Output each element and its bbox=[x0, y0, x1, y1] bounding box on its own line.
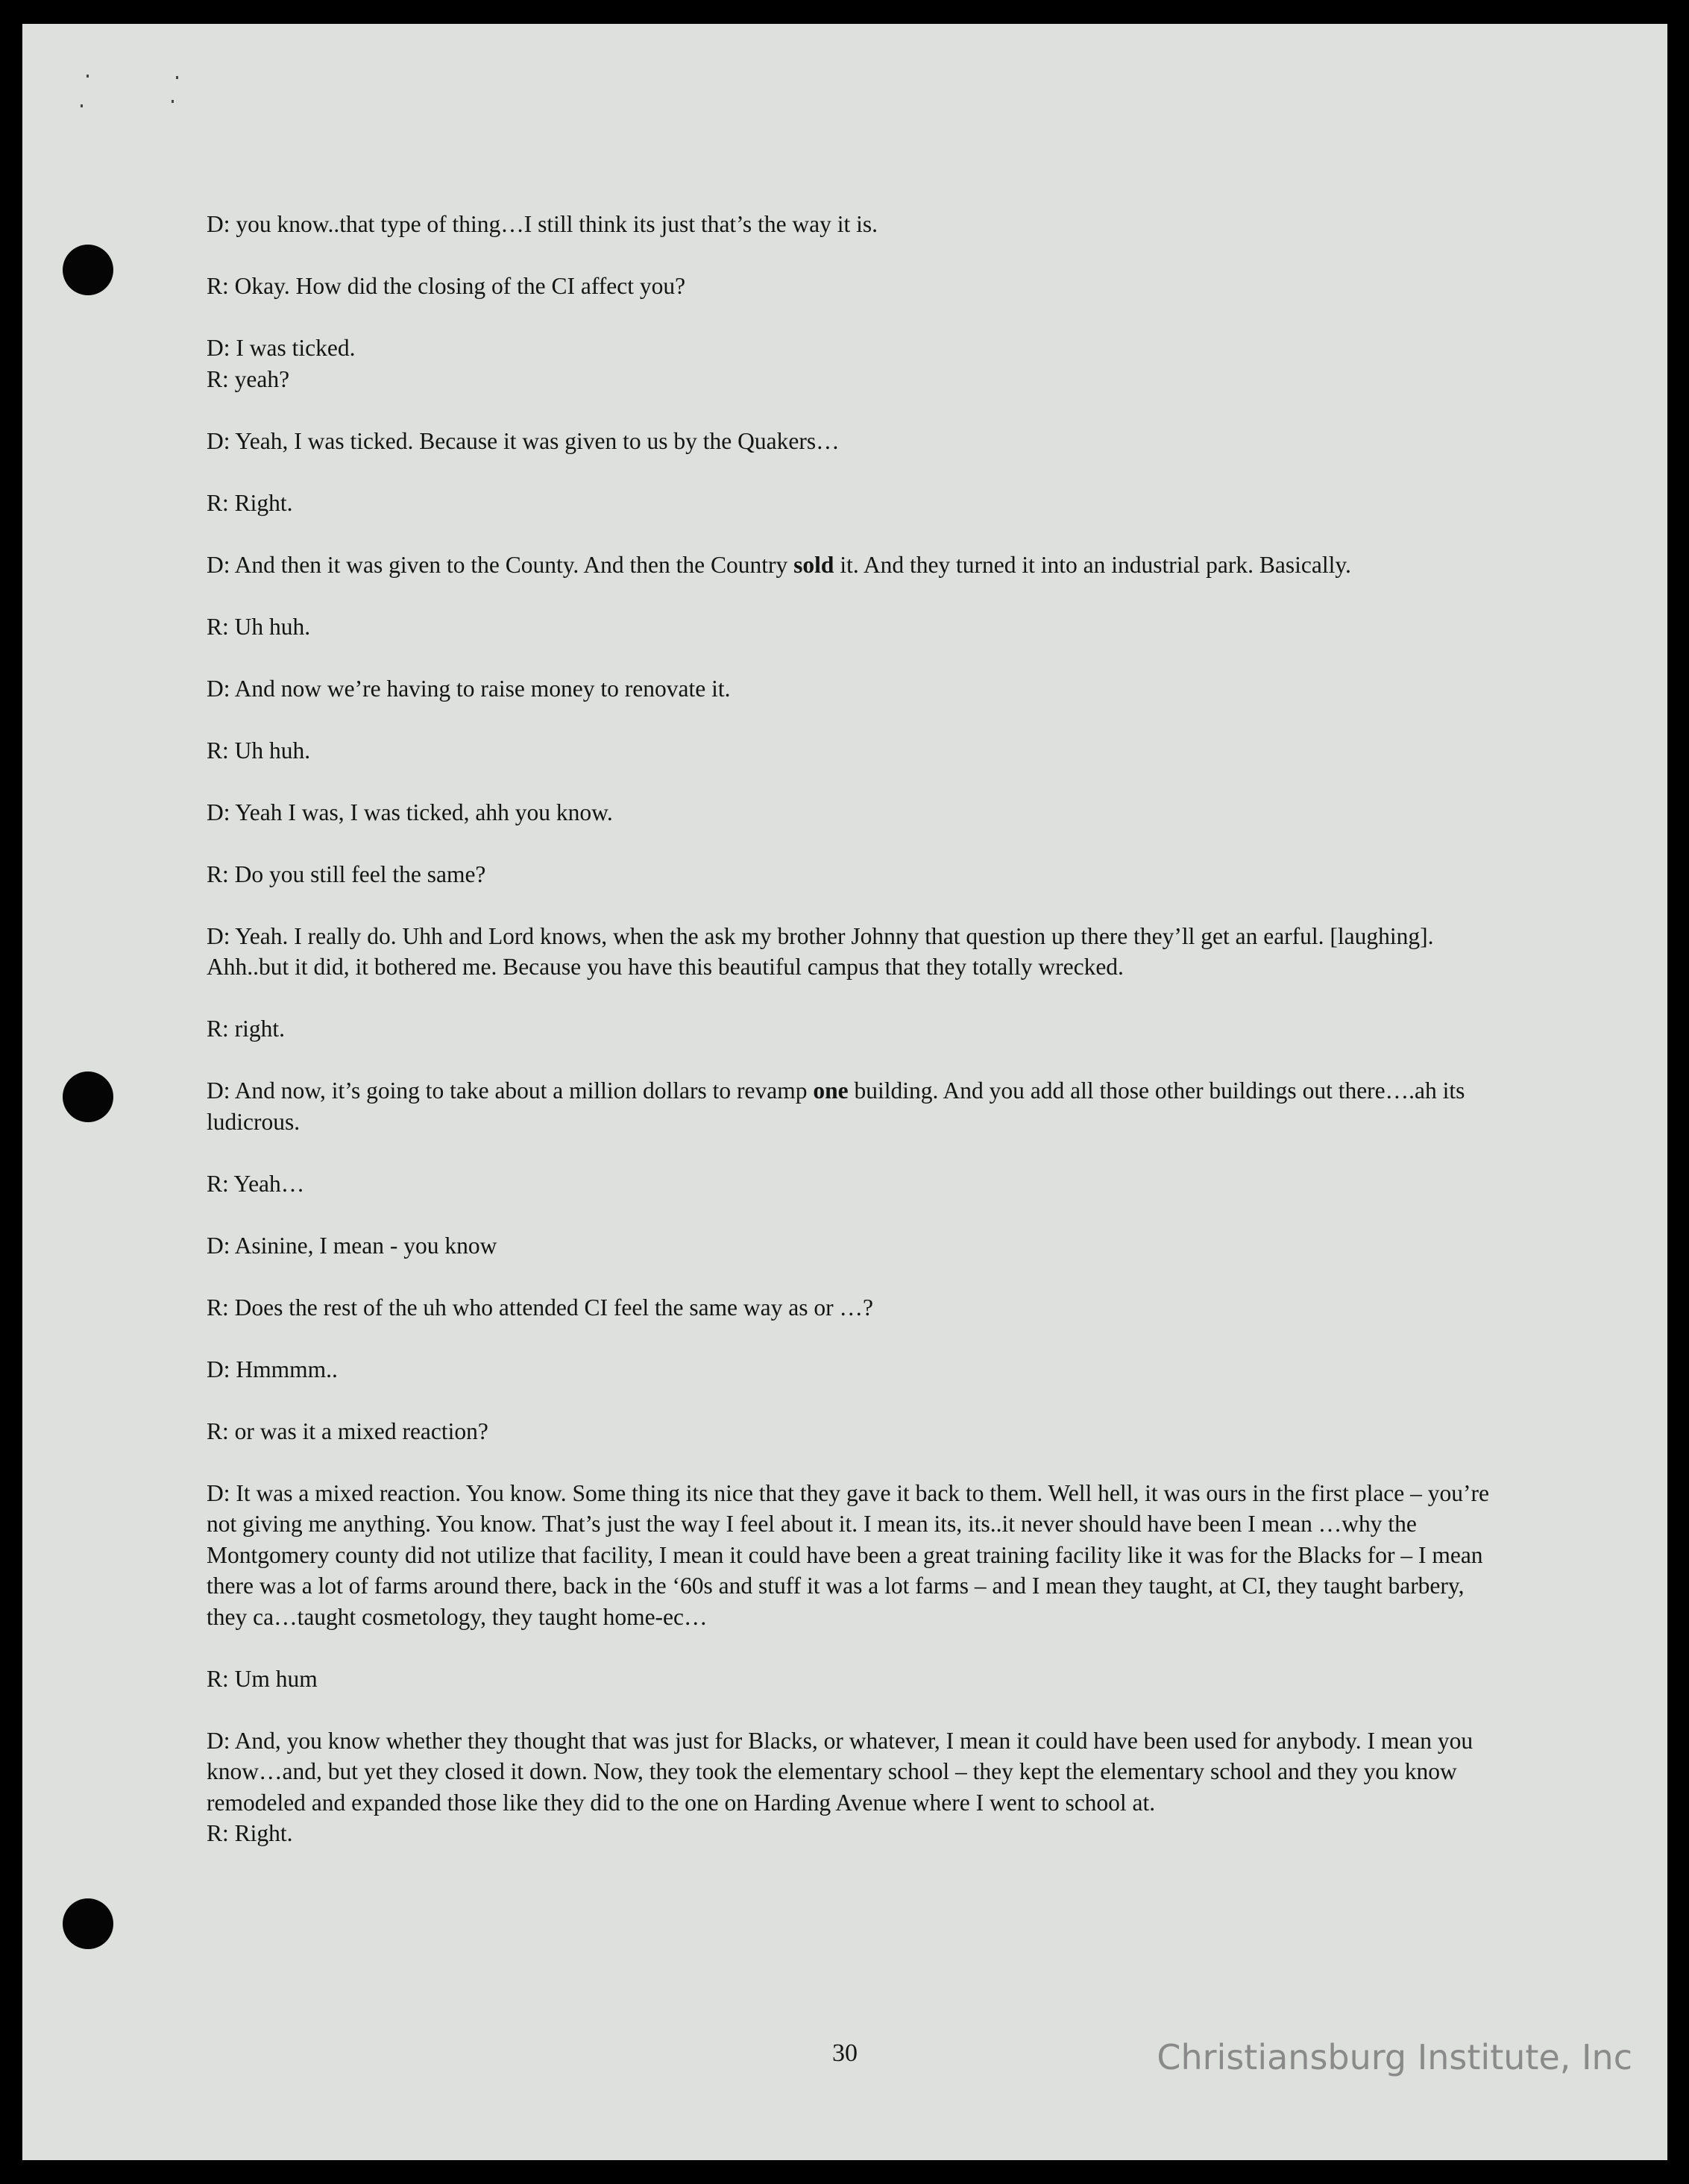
paragraph-spacer bbox=[207, 1045, 1497, 1076]
paragraph-spacer bbox=[207, 394, 1497, 426]
transcript-paragraph bbox=[207, 735, 1497, 767]
paragraph-spacer bbox=[207, 704, 1497, 735]
transcript-paragraph bbox=[207, 921, 1497, 983]
paragraph-spacer bbox=[207, 983, 1497, 1014]
transcript-text: building. And you add all those other buildings out there….ah its ludicrous. bbox=[207, 1077, 1465, 1135]
paragraph-spacer bbox=[207, 890, 1497, 921]
paper-speck bbox=[81, 104, 83, 107]
transcript-text: R: Uh huh. bbox=[207, 737, 311, 764]
paragraph-spacer bbox=[207, 240, 1497, 271]
punch-hole-top bbox=[63, 245, 113, 295]
transcript-paragraph bbox=[207, 209, 1497, 240]
paragraph-spacer bbox=[207, 1385, 1497, 1416]
transcript-text: R: Right. bbox=[207, 1820, 293, 1846]
transcript-text: D: And now we’re having to raise money to renovate it. bbox=[207, 675, 731, 702]
transcript-paragraph bbox=[207, 1478, 1497, 1633]
transcript-paragraph bbox=[207, 611, 1497, 643]
paragraph-spacer bbox=[207, 302, 1497, 333]
paragraph-spacer bbox=[207, 518, 1497, 550]
paragraph-spacer bbox=[207, 1323, 1497, 1354]
paragraph-spacer bbox=[207, 766, 1497, 797]
transcript-paragraph bbox=[207, 426, 1497, 457]
transcript-text: D: Asinine, I mean - you know bbox=[207, 1232, 497, 1259]
transcript-text: D: Hmmmm.. bbox=[207, 1356, 338, 1382]
transcript-paragraph bbox=[207, 364, 1497, 395]
paragraph-spacer bbox=[207, 828, 1497, 859]
transcript-paragraph bbox=[207, 1168, 1497, 1200]
transcript-text: D: It was a mixed reaction. You know. Some thing its nice that they gave it back to them. Well hell, it was ours in the first place – you’re not giving me anything. You know. That’s just the way I feel about it. I mean its, its..it never should have been I mean …why the Montgomery county did not utilize that facility, I mean it could have been a great training facility like it was for the Blacks for – I mean there was a lot of farms around there, back in the ‘60s and stuff it was a lot farms – and I mean they taught, at CI, they taught barbery, they ca…taught cosmetology, they taught home-ec… bbox=[207, 1479, 1489, 1630]
transcript-paragraph bbox=[207, 1013, 1497, 1045]
paragraph-spacer bbox=[207, 1632, 1497, 1664]
transcript-text: R: or was it a mixed reaction? bbox=[207, 1417, 488, 1444]
document-page bbox=[22, 24, 1667, 2160]
transcript-paragraph bbox=[207, 1075, 1497, 1137]
emphasized-text: one bbox=[813, 1077, 849, 1104]
transcript-text: D: And then it was given to the County. And then the Country bbox=[207, 551, 794, 578]
transcript-paragraph bbox=[207, 271, 1497, 302]
transcript-text: it. And they turned it into an industrial park. Basically. bbox=[834, 551, 1351, 578]
transcript-text: D: I was ticked. bbox=[207, 335, 356, 361]
transcript-text: R: Okay. How did the closing of the CI affect you? bbox=[207, 273, 686, 299]
paragraph-spacer bbox=[207, 1199, 1497, 1230]
transcript-text: D: And, you know whether they thought that was just for Blacks, or whatever, I mean it could have been used for anybody. I mean you know…and, but yet they closed it down. Now, they took the elementary school – they kept the elementary school and they you know remodeled and expanded those like they did to the one on Harding Avenue where I went to school at. bbox=[207, 1727, 1473, 1816]
transcript-paragraph bbox=[207, 488, 1497, 519]
transcript-paragraph bbox=[207, 550, 1497, 581]
transcript-text: R: Right. bbox=[207, 489, 293, 516]
transcript-text: R: Does the rest of the uh who attended CI feel the same way as or …? bbox=[207, 1294, 873, 1321]
transcript-text: D: And now, it’s going to take about a million dollars to revamp bbox=[207, 1077, 814, 1104]
transcript-text: R: Um hum bbox=[207, 1665, 318, 1692]
transcript-text: D: you know..that type of thing…I still think its just that’s the way it is. bbox=[207, 211, 878, 237]
transcript-paragraph bbox=[207, 1230, 1497, 1262]
paragraph-spacer bbox=[207, 1447, 1497, 1478]
transcript-text: R: yeah? bbox=[207, 365, 290, 392]
transcript-text: R: Do you still feel the same? bbox=[207, 860, 486, 887]
transcript-paragraph bbox=[207, 797, 1497, 828]
punch-hole-middle bbox=[63, 1071, 113, 1122]
paragraph-spacer bbox=[207, 1261, 1497, 1292]
punch-hole-bottom bbox=[63, 1898, 113, 1949]
transcript-text: R: Uh huh. bbox=[207, 613, 311, 640]
transcript-paragraph bbox=[207, 1818, 1497, 1849]
paragraph-spacer bbox=[207, 1137, 1497, 1168]
paper-speck bbox=[87, 75, 89, 78]
transcript-text: D: Yeah, I was ticked. Because it was given to us by the Quakers… bbox=[207, 427, 840, 454]
transcript-text: R: right. bbox=[207, 1016, 286, 1042]
paper-speck bbox=[176, 76, 178, 79]
emphasized-text: sold bbox=[793, 551, 834, 578]
transcript-paragraph bbox=[207, 673, 1497, 705]
transcript-paragraph bbox=[207, 859, 1497, 890]
transcript-paragraph bbox=[207, 1292, 1497, 1324]
page-number: 30 bbox=[832, 2039, 858, 2067]
paragraph-spacer bbox=[207, 1694, 1497, 1725]
paragraph-spacer bbox=[207, 580, 1497, 611]
interview-transcript bbox=[207, 209, 1497, 1849]
paper-speck bbox=[172, 100, 174, 103]
transcript-text: R: Yeah… bbox=[207, 1170, 305, 1197]
transcript-paragraph bbox=[207, 1354, 1497, 1385]
transcript-paragraph bbox=[207, 333, 1497, 364]
transcript-paragraph bbox=[207, 1725, 1497, 1819]
watermark: Christiansburg Institute, Inc bbox=[1157, 2037, 1632, 2077]
transcript-text: D: Yeah. I really do. Uhh and Lord knows, when the ask my brother Johnny that question up there they’ll get an earful. [laughing]. Ahh..but it did, it bothered me. Because you have this beautiful campus that they totally wrecked. bbox=[207, 922, 1434, 980]
transcript-paragraph bbox=[207, 1416, 1497, 1447]
paragraph-spacer bbox=[207, 456, 1497, 488]
paragraph-spacer bbox=[207, 642, 1497, 673]
transcript-text: D: Yeah I was, I was ticked, ahh you know. bbox=[207, 799, 613, 825]
transcript-paragraph bbox=[207, 1664, 1497, 1695]
